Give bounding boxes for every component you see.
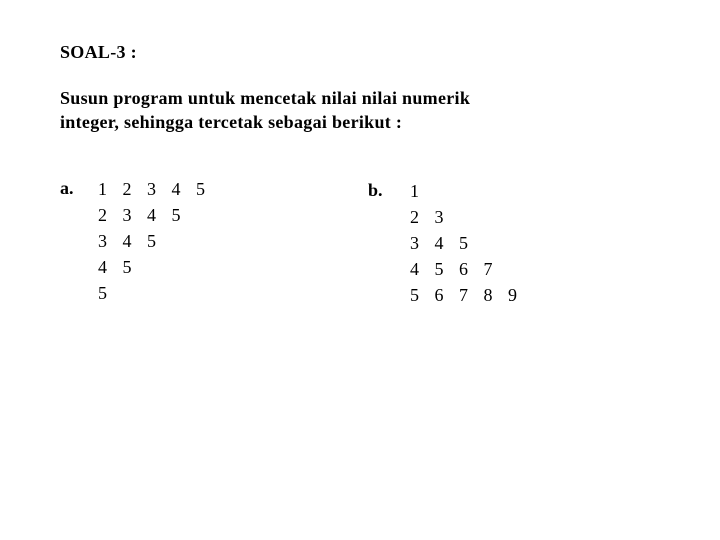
part-a-number: 4: [98, 257, 107, 277]
part-b-row-3: [410, 230, 533, 256]
part-a-number: 4: [147, 205, 156, 225]
problem-statement: [60, 86, 470, 134]
part-b-number: 5: [434, 259, 444, 279]
part-b-row-1: [410, 178, 533, 204]
part-a-row-3: [98, 228, 221, 254]
slide-title: SOAL-3 :: [60, 42, 137, 62]
part-a-number: 5: [122, 257, 132, 277]
part-a-row-2: [98, 202, 221, 228]
part-a-label: a.: [60, 178, 74, 198]
problem-line-2: integer, sehingga tercetak sebagai berikut :: [60, 112, 403, 132]
part-a-number: 3: [122, 205, 132, 225]
part-a-number: 2: [98, 205, 107, 225]
part-b-row-5: [410, 282, 533, 308]
part-b-row-2: [410, 204, 533, 230]
part-b-number: 4: [410, 259, 419, 279]
part-b-number: 5: [410, 285, 419, 305]
part-b-number: 3: [410, 233, 419, 253]
part-b-number: 2: [410, 207, 419, 227]
part-a-number: 4: [122, 231, 132, 251]
part-b-number: 8: [483, 285, 493, 305]
part-a-number: 3: [147, 179, 156, 199]
part-b-number: 1: [410, 181, 419, 201]
part-a-number: 5: [196, 179, 205, 199]
part-b-number: 7: [459, 285, 468, 305]
part-b-number: 6: [434, 285, 444, 305]
part-b-label: b.: [368, 180, 383, 200]
part-b-row-4: [410, 256, 533, 282]
part-a-number: 3: [98, 231, 107, 251]
part-a-number-pattern: [98, 176, 221, 306]
part-a-row-1: [98, 176, 221, 202]
part-a-number: 5: [147, 231, 156, 251]
part-a-row-5: [98, 280, 221, 306]
part-b-number-pattern: [410, 178, 533, 308]
part-b-number: 3: [434, 207, 444, 227]
part-a-row-4: [98, 254, 221, 280]
part-a-number: 5: [98, 283, 107, 303]
part-b-number: 6: [459, 259, 468, 279]
part-b-number: 9: [508, 285, 517, 305]
part-a-number: 1: [98, 179, 107, 199]
part-a-number: 2: [122, 179, 132, 199]
part-a-number: 4: [171, 179, 181, 199]
problem-line-1: Susun program untuk mencetak nilai nilai numerik: [60, 88, 471, 108]
part-b-number: 4: [434, 233, 444, 253]
part-b-number: 5: [459, 233, 468, 253]
part-a-number: 5: [171, 205, 181, 225]
part-b-number: 7: [483, 259, 493, 279]
